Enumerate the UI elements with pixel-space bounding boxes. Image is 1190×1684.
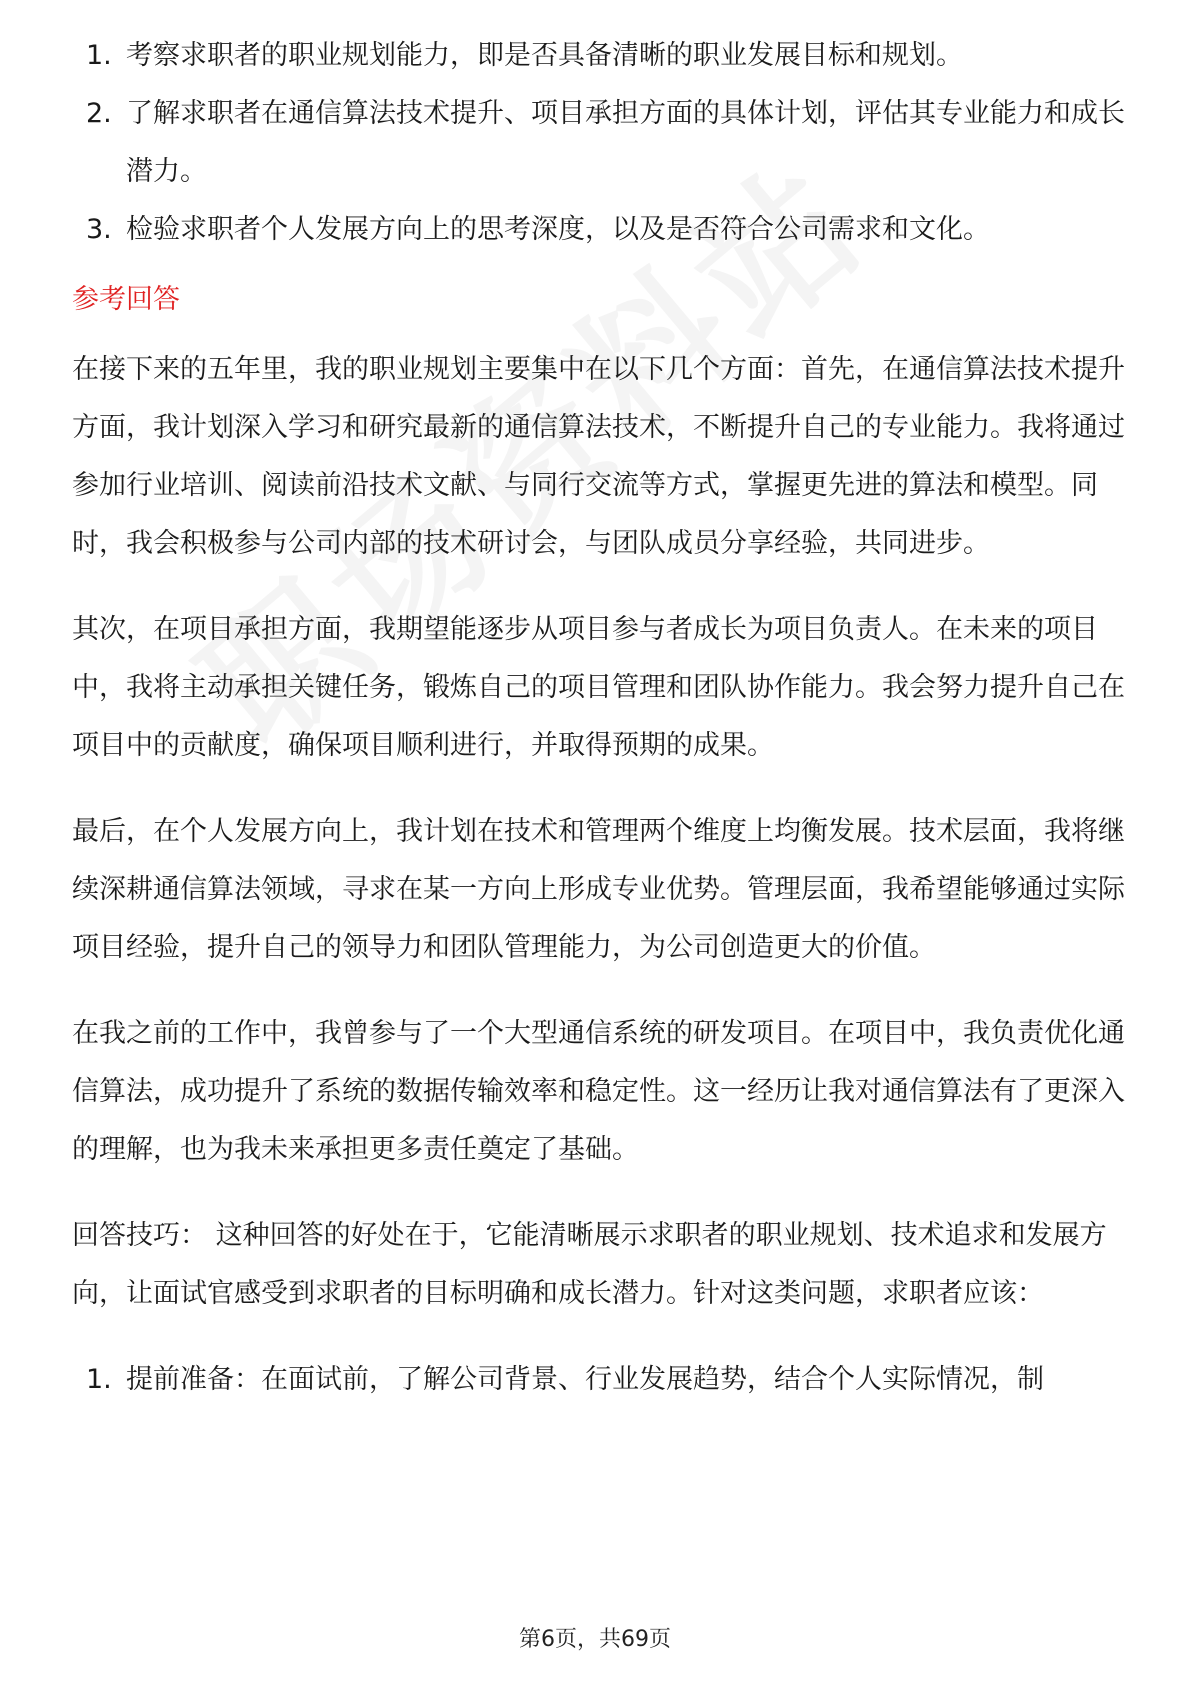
list-text: 了解求职者在通信算法技术提升、项目承担方面的具体计划，评估其专业能力和成长潜力。 (126, 98, 1125, 187)
objective-list (72, 27, 1132, 259)
tips-list (72, 1351, 1132, 1409)
list-text: 检验求职者个人发展方向上的思考深度，以及是否符合公司需求和文化。 (126, 214, 990, 245)
list-item (72, 27, 1132, 85)
list-text: 提前准备：在面试前，了解公司背景、行业发展趋势，结合个人实际情况，制 (126, 1364, 1044, 1395)
list-text: 考察求职者的职业规划能力，即是否具备清晰的职业发展目标和规划。 (126, 40, 963, 71)
list-number: 3. (86, 214, 112, 245)
section-title: 参考回答 (72, 284, 180, 315)
answer-paragraph: 其次，在项目承担方面，我期望能逐步从项目参与者成长为项目负责人。在未来的项目中，我将主动承担关键任务，锻炼自己的项目管理和团队协作能力。我会努力提升自己在项目中的贡献度，确保项目顺利进行，并取得预期的成果。 (72, 614, 1125, 761)
answer-paragraph: 在接下来的五年里，我的职业规划主要集中在以下几个方面：首先，在通信算法技术提升方面，我计划深入学习和研究最新的通信算法技术，不断提升自己的专业能力。我将通过参加行业培训、阅读前沿技术文献、与同行交流等方式，掌握更先进的算法和模型。同时，我会积极参与公司内部的技术研讨会，与团队成员分享经验，共同进步。 (72, 354, 1125, 559)
page-content (72, 0, 1132, 1409)
page-number: 第6页，共69页 (519, 1627, 671, 1652)
answer-paragraph: 最后，在个人发展方向上，我计划在技术和管理两个维度上均衡发展。技术层面，我将继续深耕通信算法领域，寻求在某一方向上形成专业优势。管理层面，我希望能够通过实际项目经验，提升自己的领导力和团队管理能力，为公司创造更大的价值。 (72, 816, 1125, 963)
list-number: 1. (86, 40, 112, 71)
top-crop-edge (0, 0, 1190, 18)
list-number: 1. (86, 1364, 112, 1395)
list-item (72, 85, 1132, 201)
list-item (72, 1351, 1132, 1409)
list-number: 2. (86, 98, 112, 129)
list-item (72, 201, 1132, 259)
tips-paragraph: 回答技巧： 这种回答的好处在于，它能清晰展示求职者的职业规划、技术追求和发展方向，让面试官感受到求职者的目标明确和成长潜力。针对这类问题，求职者应该： (72, 1220, 1107, 1309)
answer-paragraph: 在我之前的工作中，我曾参与了一个大型通信系统的研发项目。在项目中，我负责优化通信算法，成功提升了系统的数据传输效率和稳定性。这一经历让我对通信算法有了更深入的理解，也为我未来承担更多责任奠定了基础。 (72, 1018, 1125, 1165)
